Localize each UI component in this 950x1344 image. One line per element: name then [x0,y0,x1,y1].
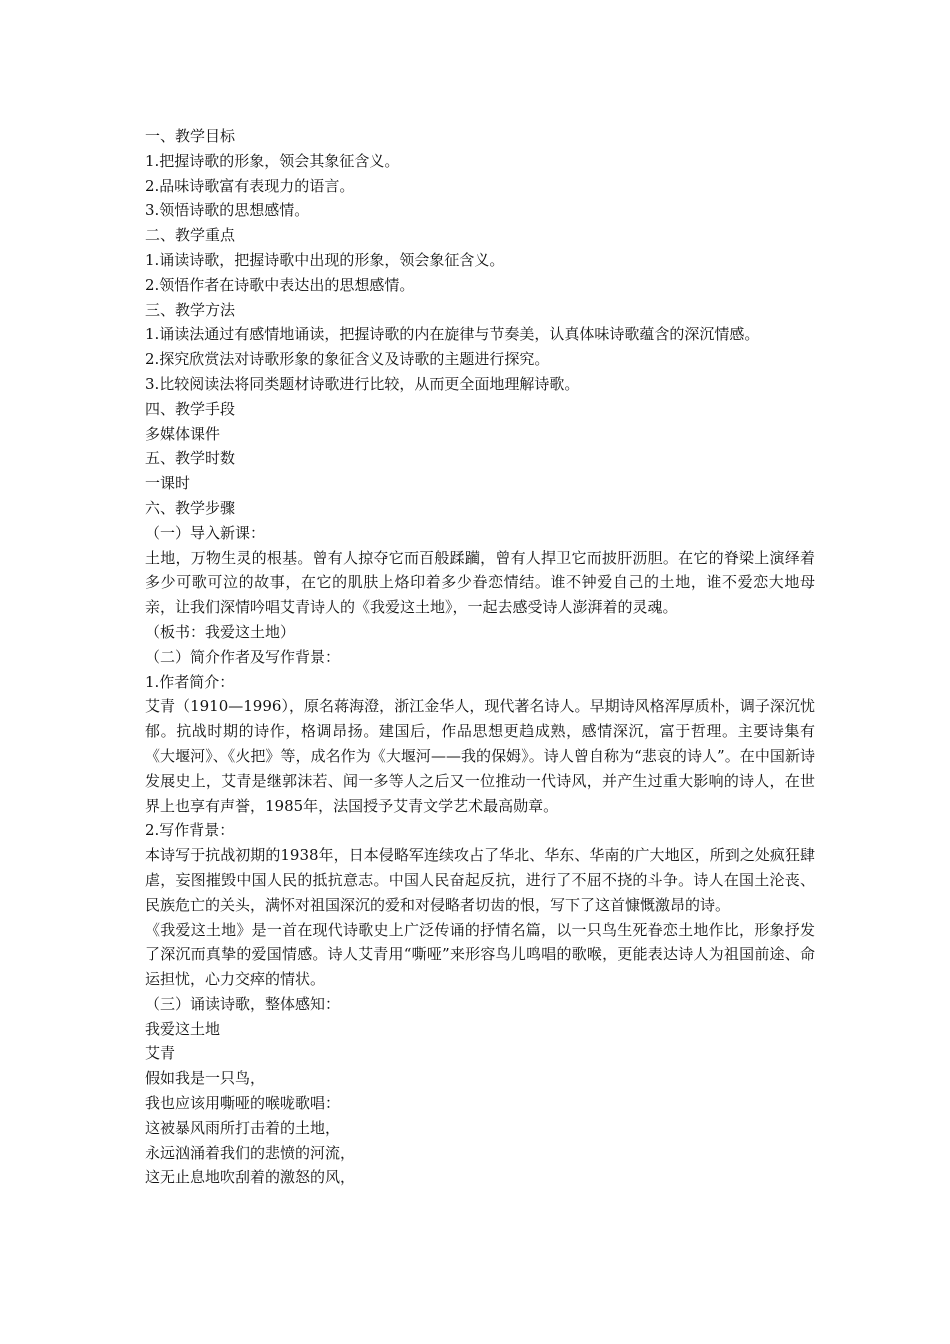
author-intro-heading: 1.作者简介： [145,672,235,691]
goal-item-1: 1.把握诗歌的形象，领会其象征含义。 [145,151,400,170]
background-heading: 2.写作背景： [145,821,235,840]
poem-line-3: 这被暴风雨所打击着的土地， [145,1118,341,1137]
step-3-heading: （三）诵读诗歌，整体感知： [145,994,341,1013]
step-2-heading: （二）简介作者及写作背景： [145,647,341,666]
step-1-heading: （一）导入新课： [145,523,266,542]
poem-line-2: 我也应该用嘶哑的喉咙歌唱： [145,1094,341,1113]
poem-line-4: 永远汹涌着我们的悲愤的河流， [145,1143,356,1162]
heading-teaching-means: 四、教学手段 [145,399,236,418]
poem-line-5: 这无止息地吹刮着的激怒的风， [145,1168,356,1187]
goal-item-3: 3.领悟诗歌的思想感情。 [145,201,310,220]
poem-line-1: 假如我是一只鸟， [145,1069,266,1088]
method-item-1: 1.诵读法通过有感情地诵读，把握诗歌的内在旋律与节奏美，认真体味诗歌蕴含的深沉情感。 [145,325,760,344]
author-intro-paragraph: 艾青（1910—1996），原名蒋海澄，浙江金华人，现代著名诗人。早期诗风格浑厚质朴，调子深沉忧郁。抗战时期的诗作，格调昂扬。建国后，作品思想更趋成熟，感情深沉，富于哲理。主要诗集有《大堰河》、《火把》等，成名作为《大堰河——我的保姆》。诗人曾自称为“悲哀的诗人”。在中国新诗发展史上，艾青是继郭沫若、闻一多等人之后又一位推动一代诗风，并产生过重大影响的诗人，在世界上也享有声誉，1985年，法国授予艾青文学艺术最高勋章。 [145,697,815,815]
means-text: 多媒体课件 [145,424,221,443]
hours-text: 一课时 [145,474,191,493]
focus-item-2: 2.领悟作者在诗歌中表达出的思想感情。 [145,275,415,294]
method-item-3: 3.比较阅读法将同类题材诗歌进行比较，从而更全面地理解诗歌。 [145,374,580,393]
heading-teaching-focus: 二、教学重点 [145,226,236,245]
poem-author: 艾青 [145,1044,176,1063]
method-item-2: 2.探究欣赏法对诗歌形象的象征含义及诗歌的主题进行探究。 [145,350,550,369]
document-body [145,124,815,1190]
board-note: （板书：我爱这土地） [145,622,296,641]
intro-paragraph: 土地，万物生灵的根基。曾有人掠夺它而百般蹂躏，曾有人捍卫它而披肝沥胆。在它的脊梁上演绎着多少可歌可泣的故事，在它的肌肤上烙印着多少眷恋情结。谁不钟爱自己的土地，谁不爱恋大地母亲，让我们深情吟唱艾青诗人的《我爱这土地》，一起去感受诗人澎湃着的灵魂。 [145,548,815,617]
heading-teaching-steps: 六、教学步骤 [145,498,236,517]
background-paragraph-2: 《我爱这土地》是一首在现代诗歌史上广泛传诵的抒情名篇，以一只鸟生死眷恋土地作比，形象抒发了深沉而真挚的爱国情感。诗人艾青用“嘶哑”来形容鸟儿鸣唱的歌喉，更能表达诗人为祖国前途、命运担忧，心力交瘁的情状。 [145,920,815,989]
heading-teaching-methods: 三、教学方法 [145,300,236,319]
background-paragraph-1: 本诗写于抗战初期的1938年，日本侵略军连续攻占了华北、华东、华南的广大地区，所到之处疯狂肆虐，妄图摧毁中国人民的抵抗意志。中国人民奋起反抗，进行了不屈不挠的斗争。诗人在国土沦丧、民族危亡的关头，满怀对祖国深沉的爱和对侵略者切齿的恨，写下了这首慷慨激昂的诗。 [145,846,815,914]
heading-teaching-hours: 五、教学时数 [145,449,236,468]
heading-teaching-goals: 一、教学目标 [145,127,236,145]
focus-item-1: 1.诵读诗歌，把握诗歌中出现的形象，领会象征含义。 [145,250,505,269]
poem-title: 我爱这土地 [145,1019,221,1038]
goal-item-2: 2.品味诗歌富有表现力的语言。 [145,176,355,195]
